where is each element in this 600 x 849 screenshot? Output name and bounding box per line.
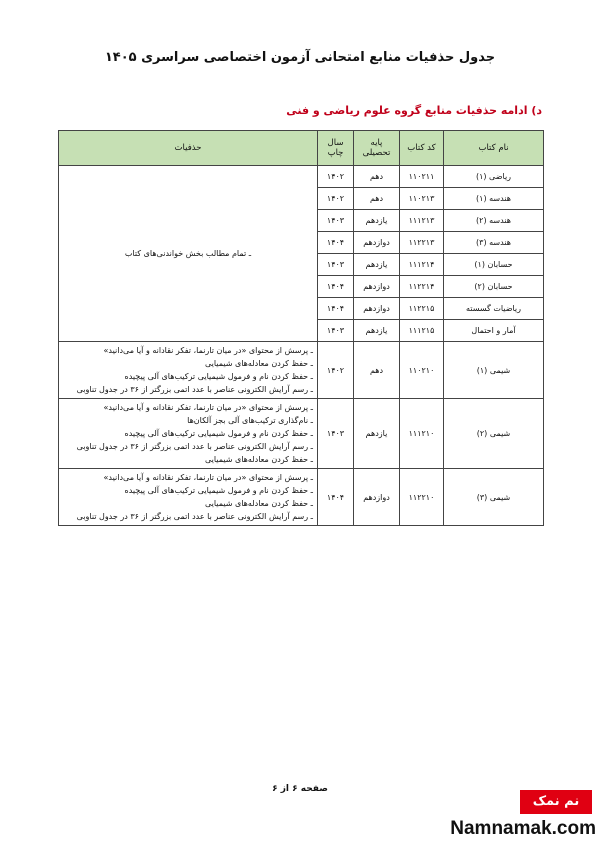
deletion-note-line: ـ حفظ کردن معادله‌های شیمیایی xyxy=(204,359,313,368)
deletion-note-line: ـ حفظ کردن معادله‌های شیمیایی xyxy=(204,455,313,464)
print-year-cell: ۱۴۰۳ xyxy=(318,254,354,276)
print-year-cell: ۱۴۰۴ xyxy=(318,469,354,526)
book-name-cell: هندسه (۲) xyxy=(444,210,544,232)
grade-cell: دوازدهم xyxy=(354,298,400,320)
table-row xyxy=(59,166,544,188)
print-year-cell: ۱۴۰۴ xyxy=(318,232,354,254)
page-number: صفحه ۶ از ۶ xyxy=(272,784,328,794)
book-name-cell: حسابان (۲) xyxy=(444,276,544,298)
table-row xyxy=(59,342,544,399)
deletion-note-line: ـ حفظ کردن نام و فرمول شیمیایی ترکیب‌های آلی پیچیده xyxy=(124,372,313,381)
book-name-cell: آمار و احتمال xyxy=(444,320,544,342)
deletion-note-line: ـ پرسش از محتوای «در میان تارنما، تفکر نقادانه و آیا می‌دانید» xyxy=(103,473,313,482)
book-code-cell: ۱۱۱۲۱۴ xyxy=(400,254,444,276)
print-year-cell: ۱۴۰۳ xyxy=(318,210,354,232)
book-code-cell: ۱۱۰۲۱۱ xyxy=(400,166,444,188)
print-year-cell: ۱۴۰۴ xyxy=(318,298,354,320)
grade-cell: یازدهم xyxy=(354,399,400,469)
deletion-note-line: ـ رسم آرایش الکترونی عناصر با عدد اتمی بزرگتر از ۳۶ در جدول تناوبی xyxy=(76,442,313,451)
brand-logo: نم نمک xyxy=(520,790,592,814)
grade-cell: یازدهم xyxy=(354,210,400,232)
deletion-note-line: ـ حفظ کردن نام و فرمول شیمیایی ترکیب‌های آلی پیچیده xyxy=(124,429,313,438)
header-print-year: سال چاپ xyxy=(318,131,354,166)
deletion-notes-cell xyxy=(59,342,318,399)
book-name-cell: حسابان (۱) xyxy=(444,254,544,276)
book-code-cell: ۱۱۲۲۱۴ xyxy=(400,276,444,298)
print-year-cell: ۱۴۰۴ xyxy=(318,276,354,298)
table-header-row xyxy=(59,131,544,166)
shared-deletion-note: ـ تمام مطالب بخش خواندنی‌های کتاب xyxy=(59,166,318,342)
header-book-name: نام کتاب xyxy=(444,131,544,166)
book-code-cell: ۱۱۲۲۱۳ xyxy=(400,232,444,254)
book-name-cell: شیمی (۱) xyxy=(444,342,544,399)
grade-cell: یازدهم xyxy=(354,254,400,276)
page-title: جدول حذفیات منابع امتحانی آزمون اختصاصی سراسری ۱۴۰۵ xyxy=(104,50,496,65)
print-year-cell: ۱۴۰۳ xyxy=(318,399,354,469)
book-name-cell: ریاضیات گسسته xyxy=(444,298,544,320)
table-row xyxy=(59,469,544,526)
book-name-cell: ریاضی (۱) xyxy=(444,166,544,188)
grade-cell: دهم xyxy=(354,342,400,399)
deletion-note-line: ـ پرسش از محتوای «در میان تارنما، تفکر نقادانه و آیا می‌دانید» xyxy=(103,346,313,355)
table-row xyxy=(59,399,544,469)
book-code-cell: ۱۱۰۲۱۰ xyxy=(400,342,444,399)
header-deletions: حذفیات xyxy=(59,131,318,166)
book-name-cell: هندسه (۱) xyxy=(444,188,544,210)
book-code-cell: ۱۱۱۲۱۳ xyxy=(400,210,444,232)
book-name-cell: شیمی (۳) xyxy=(444,469,544,526)
book-code-cell: ۱۱۱۲۱۵ xyxy=(400,320,444,342)
deletion-notes-cell xyxy=(59,469,318,526)
header-book-code: کد کتاب xyxy=(400,131,444,166)
grade-cell: دوازدهم xyxy=(354,232,400,254)
grade-cell: دوازدهم xyxy=(354,276,400,298)
book-name-cell: هندسه (۳) xyxy=(444,232,544,254)
deletion-note-line: ـ رسم آرایش الکترونی عناصر با عدد اتمی بزرگتر از ۳۶ در جدول تناوبی xyxy=(76,512,313,521)
section-heading: د) ادامه حذفیات منابع گروه علوم ریاضی و فنی xyxy=(286,104,542,117)
print-year-cell: ۱۴۰۲ xyxy=(318,342,354,399)
print-year-cell: ۱۴۰۲ xyxy=(318,166,354,188)
deletion-note-line: ـ رسم آرایش الکترونی عناصر با عدد اتمی بزرگتر از ۳۶ در جدول تناوبی xyxy=(76,385,313,394)
grade-cell: دوازدهم xyxy=(354,469,400,526)
print-year-cell: ۱۴۰۳ xyxy=(318,320,354,342)
book-code-cell: ۱۱۲۲۱۵ xyxy=(400,298,444,320)
deletion-note-line: ـ نام‌گذاری ترکیب‌های آلی بجز آلکان‌ها xyxy=(187,416,313,425)
print-year-cell: ۱۴۰۲ xyxy=(318,188,354,210)
grade-cell: دهم xyxy=(354,188,400,210)
deletions-table xyxy=(58,130,544,526)
book-code-cell: ۱۱۰۲۱۳ xyxy=(400,188,444,210)
deletion-note-line: ـ حفظ کردن معادله‌های شیمیایی xyxy=(204,499,313,508)
brand-url: Namnamak.com xyxy=(450,818,596,839)
book-code-cell: ۱۱۲۲۱۰ xyxy=(400,469,444,526)
deletion-notes-cell xyxy=(59,399,318,469)
book-name-cell: شیمی (۲) xyxy=(444,399,544,469)
header-grade: پایه تحصیلی xyxy=(354,131,400,166)
grade-cell: یازدهم xyxy=(354,320,400,342)
book-code-cell: ۱۱۱۲۱۰ xyxy=(400,399,444,469)
grade-cell: دهم xyxy=(354,166,400,188)
deletion-note-line: ـ حفظ کردن نام و فرمول شیمیایی ترکیب‌های آلی پیچیده xyxy=(124,486,313,495)
deletion-note-line: ـ پرسش از محتوای «در میان تارنما، تفکر نقادانه و آیا می‌دانید» xyxy=(103,403,313,412)
